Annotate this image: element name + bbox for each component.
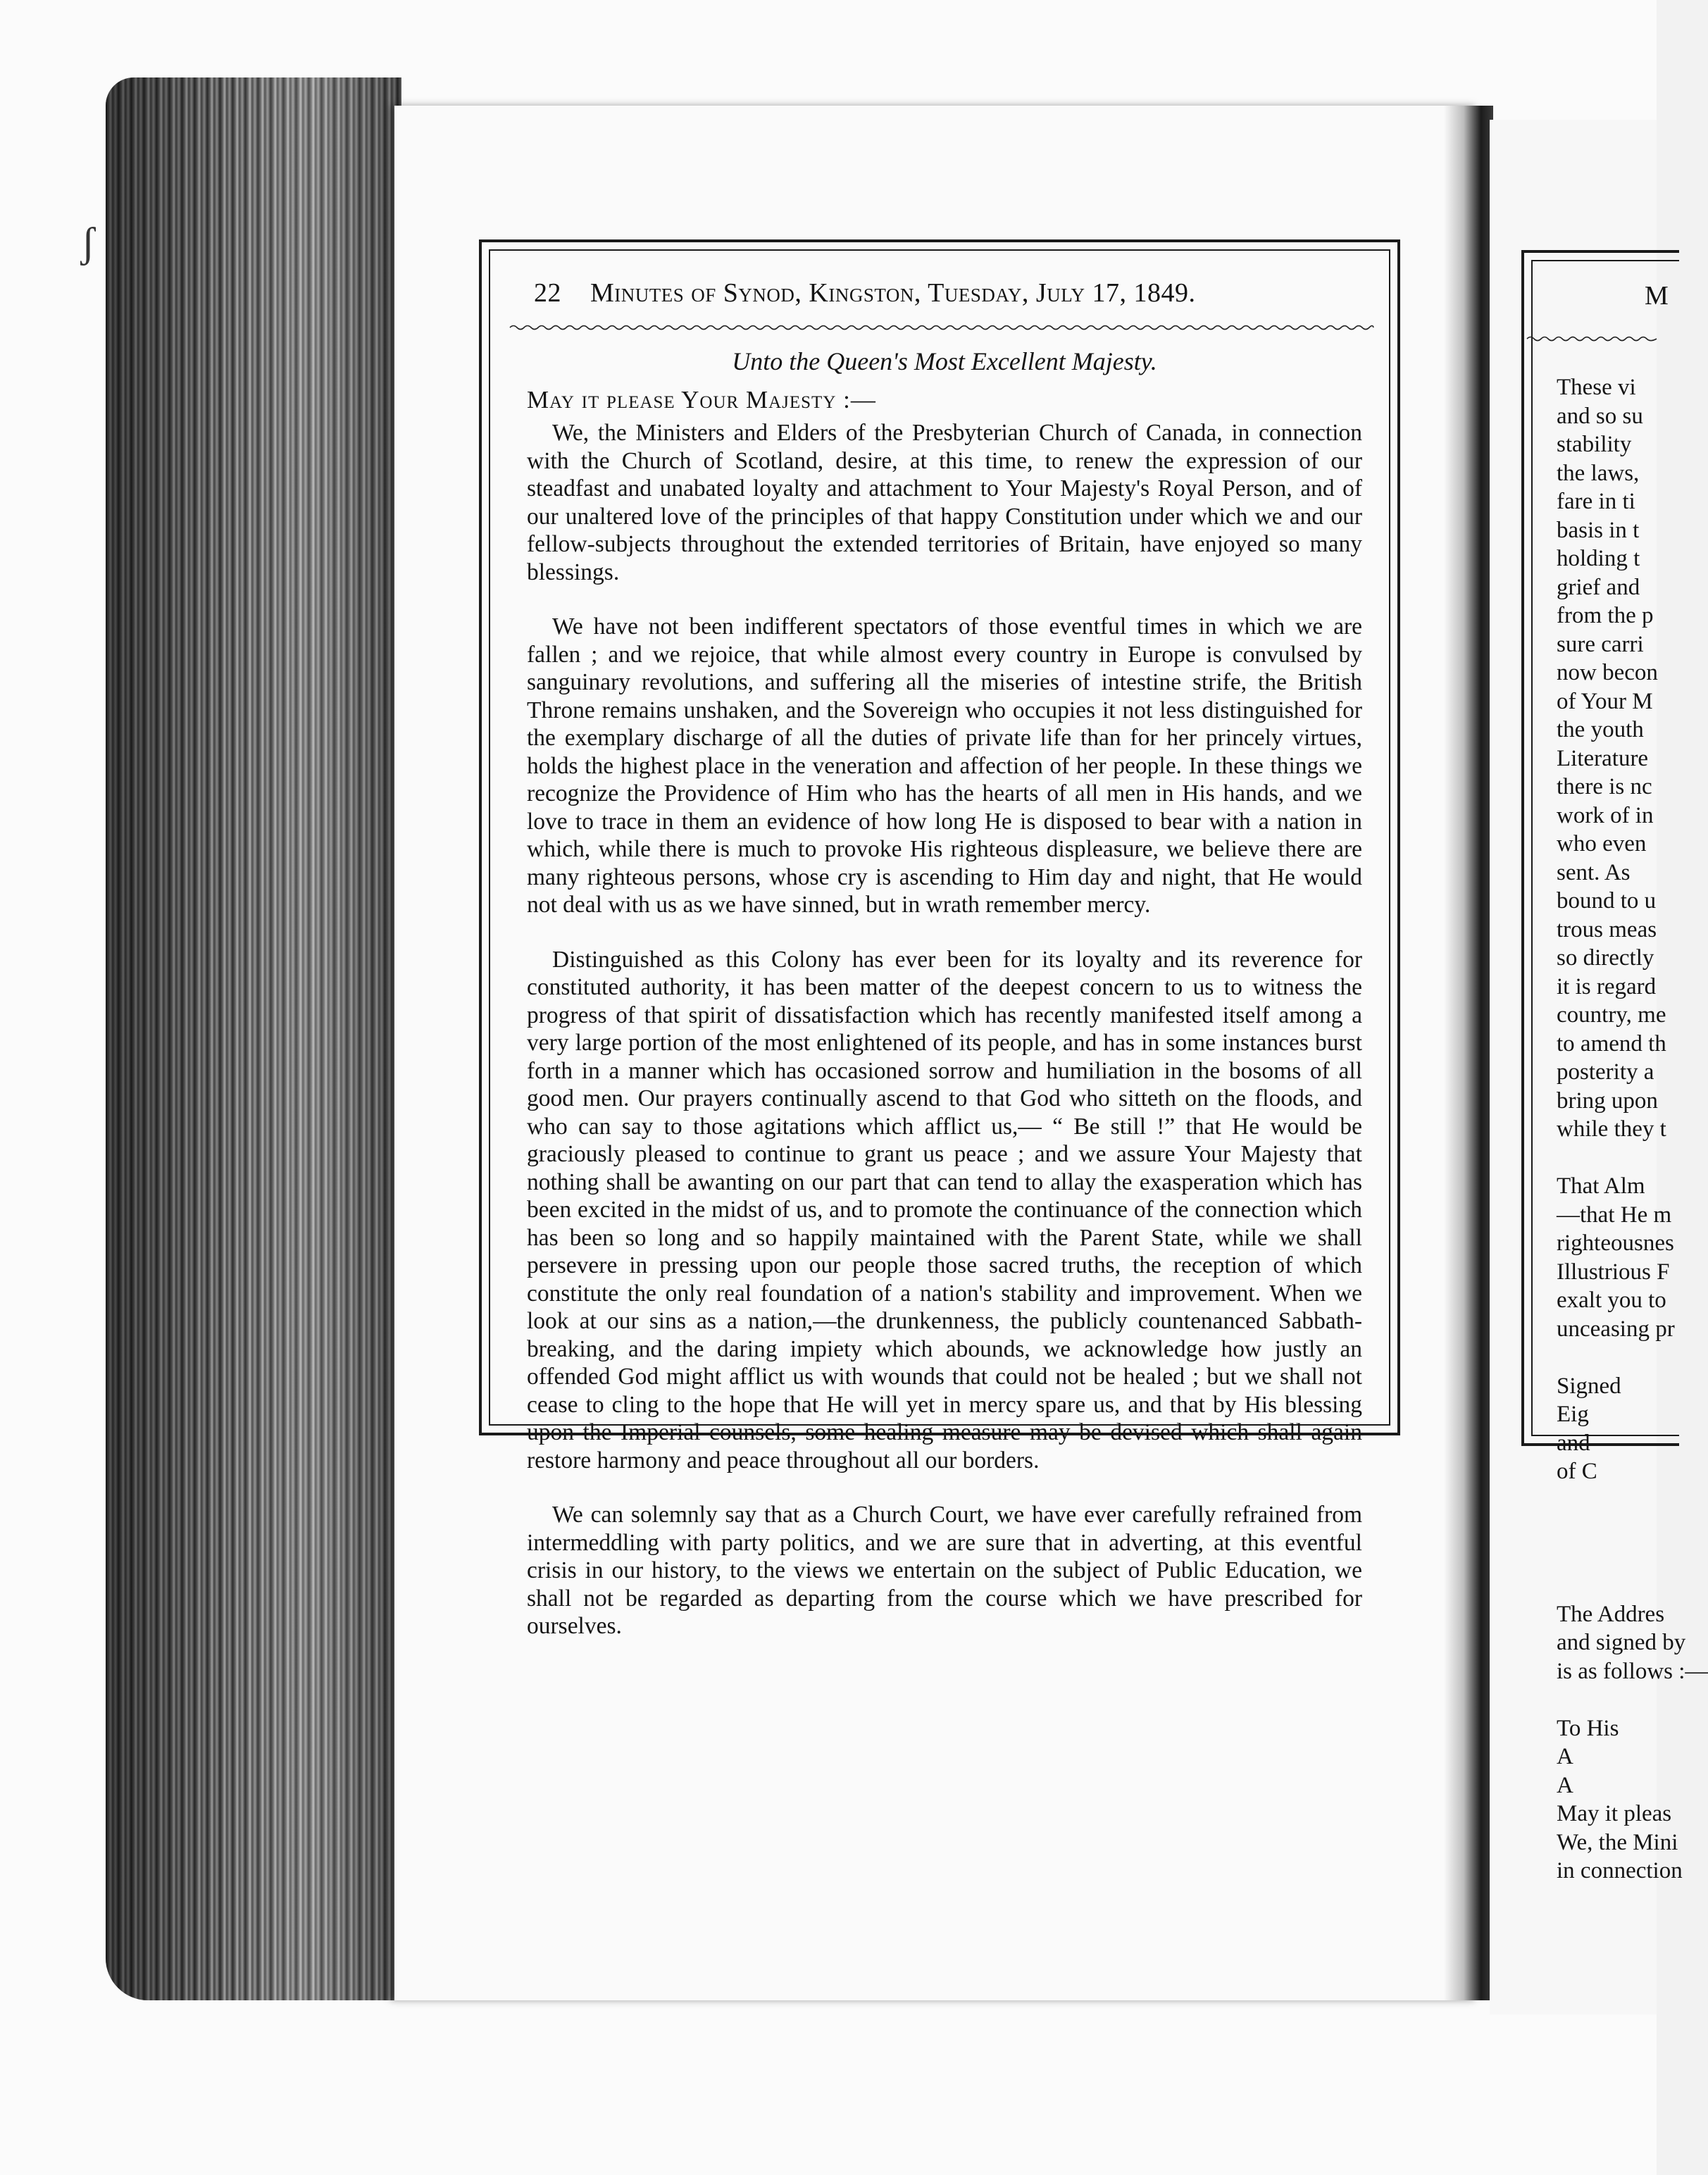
facing-page-line: These vi bbox=[1557, 375, 1636, 400]
paragraph-colony: Distinguished as this Colony has ever been for its loyalty and its reverence for constituted authority, it has been matter of the deepest concern to us to witness the progress of that spirit of dissatisfaction which has recently manifested itself among a very large portion of the most enlightened of its people, and has in some instances burst forth in a manner which has occasioned sorrow and humiliation in the bosoms of all good men. Our prayers continually ascend to that God who sitteth on the floods, and who can say to those agitations which afflict us,— “ Be still !” that He would be graciously pleased to continue to grant us peace ; and we assure Your Majesty that nothing shall be awanting on our part that can tend to allay the exasperation which has been excited in the midst of us, and to promote the continuance of the connection which has been so long and so happily maintained with the Parent State, while we shall persevere in pressing upon our people those sacred truths, the reception of which constitute the only real foundation of a nation's stability and improvement. When we look at our sins as a nation,—the drunkenness, the publicly countenanced Sabbath-breaking, and the daring impiety which abounds, we acknowledge how justly an offended God might afflict us with wounds that could not be healed ; but we shall not cease to cling to the hope that He will yet in mercy spare us, and that by His blessing upon the Imperial counsels, some healing measure may be devised which shall again restore harmony and peace throughout all our borders. bbox=[527, 946, 1362, 1473]
facing-page-line: the laws, bbox=[1557, 460, 1640, 486]
facing-page-line: of Your M bbox=[1557, 688, 1653, 714]
facing-page-line: it is regard bbox=[1557, 973, 1657, 999]
facing-page-line: A bbox=[1557, 1772, 1573, 1798]
facing-page-text bbox=[1557, 373, 1708, 1886]
facing-page-line: stability bbox=[1557, 432, 1632, 457]
facing-page-line: to amend th bbox=[1557, 1030, 1666, 1057]
salutation: May it please Your Majesty :— bbox=[527, 385, 876, 413]
facing-page-line: holding t bbox=[1557, 546, 1640, 571]
facing-page-line: That Alm bbox=[1557, 1173, 1645, 1199]
facing-page-line: basis in t bbox=[1557, 517, 1640, 543]
facing-page-line: posterity a bbox=[1557, 1059, 1654, 1085]
address-title: Unto the Queen's Most Excellent Majesty. bbox=[732, 347, 1157, 375]
facing-page-line: the youth bbox=[1557, 717, 1644, 742]
facing-page-line: is as follows :— bbox=[1557, 1658, 1708, 1684]
facing-page-line: sure carri bbox=[1557, 631, 1644, 657]
facing-page-line bbox=[1557, 1571, 1657, 1600]
paragraph-church-court: We can solemnly say that as a Church Court, we have ever carefully refrained from intermeddling with party politics, and we are sure that in adverting, at this eventful crisis in our history, to the views we entertain on the subject of Public Education, we shall not be regarded as departing from the course which we have prescribed for ourselves. bbox=[527, 1502, 1362, 1639]
facing-page-line bbox=[1557, 1685, 1657, 1714]
facing-page-line: and signed by bbox=[1557, 1630, 1686, 1655]
facing-page-line bbox=[1557, 1543, 1657, 1572]
page-edges-shadow bbox=[106, 77, 401, 2000]
book-gutter bbox=[1444, 106, 1493, 2000]
facing-page-line: To His bbox=[1557, 1715, 1619, 1741]
facing-page-line: country, me bbox=[1557, 1002, 1666, 1028]
facing-page-line bbox=[1557, 1486, 1657, 1515]
facing-page-line: —that He m bbox=[1557, 1202, 1672, 1228]
facing-page-wavy-rule bbox=[1527, 335, 1657, 342]
facing-page-line: Eig bbox=[1557, 1402, 1589, 1427]
facing-page-line: while they t bbox=[1557, 1116, 1666, 1142]
facing-page-line: A bbox=[1557, 1744, 1573, 1769]
facing-page-line: trous meas bbox=[1557, 916, 1657, 942]
facing-page-line bbox=[1557, 1514, 1657, 1543]
facing-page-line: from the p bbox=[1557, 603, 1654, 628]
facing-page-line: Signed bbox=[1557, 1373, 1621, 1399]
facing-page-line: now becon bbox=[1557, 660, 1658, 685]
facing-page-line: We, the Mini bbox=[1557, 1829, 1678, 1855]
facing-page-line: May it pleas bbox=[1557, 1801, 1672, 1826]
facing-page-line: sent. As bbox=[1557, 859, 1631, 885]
paragraph-eventful-times: We have not been indifferent spectators of those eventful times in which we are fallen ; and we rejoice, that while almost every country in Europe is convulsed by sanguinary revolutions, and suffering all the miseries of intestine strife, the British Throne remains unshaken, and the Sovereign who occupies it not less distinguished for the exemplary discharge of all the duties of private life than for her princely virtues, holds the highest place in the veneration and affection of her people. In these things we recognize the Providence of Him who has the hearts of all men in His hands, and we love to trace in them an evidence of how long He is disposed to bear with a nation in which, while there is much to provoke His righteous displeasure, we believe there are many righteous persons, whose cry is ascending to Him day and night, that He would not deal with us as we have sinned, but in wrath remember mercy. bbox=[527, 613, 1362, 918]
facing-page-line: fare in ti bbox=[1557, 489, 1635, 514]
page-header bbox=[534, 278, 1337, 309]
facing-page-line: there is nc bbox=[1557, 774, 1652, 799]
facing-page-line: of C bbox=[1557, 1459, 1597, 1484]
facing-page-line: bound to u bbox=[1557, 888, 1657, 914]
facing-page-line: in connection bbox=[1557, 1858, 1683, 1883]
facing-page-line: The Addres bbox=[1557, 1601, 1665, 1627]
facing-page-line: and so su bbox=[1557, 403, 1643, 429]
facing-page-line: so directly bbox=[1557, 945, 1654, 971]
facing-page-line bbox=[1557, 1343, 1657, 1372]
running-head: Minutes of Synod, Kingston, Tuesday, July 17, 1849. bbox=[590, 278, 1196, 308]
facing-page-line: work of in bbox=[1557, 802, 1654, 828]
paragraph-loyalty: We, the Ministers and Elders of the Presbyterian Church of Canada, in connection with the Church of Scotland, desire, at this time, to renew the expression of our steadfast and unabated loyalty and attachment to Your Majesty's Royal Person, and of our unaltered love of the principles of that happy Constitution under which we and our fellow-subjects throughout the extended territories of Britain, have enjoyed so many blessings. bbox=[527, 420, 1362, 585]
facing-page-line: exalt you to bbox=[1557, 1288, 1666, 1313]
facing-page-line: Illustrious F bbox=[1557, 1259, 1670, 1285]
facing-page-header: M bbox=[1645, 281, 1669, 311]
facing-page-line: Literature bbox=[1557, 745, 1649, 771]
facing-page-line: and bbox=[1557, 1430, 1590, 1456]
scan-mark: ʃ bbox=[81, 219, 95, 266]
facing-page-line: grief and bbox=[1557, 574, 1640, 600]
address-body bbox=[527, 348, 1362, 1640]
facing-page-line: righteousnes bbox=[1557, 1230, 1674, 1256]
wavy-rule bbox=[510, 324, 1373, 331]
facing-page-line bbox=[1557, 1144, 1657, 1173]
page-frame bbox=[479, 239, 1400, 1639]
facing-page-line: bring upon bbox=[1557, 1088, 1658, 1114]
facing-page-line: unceasing pr bbox=[1557, 1316, 1675, 1342]
facing-page-line: who even bbox=[1557, 831, 1647, 856]
page-number: 22 bbox=[534, 278, 561, 308]
